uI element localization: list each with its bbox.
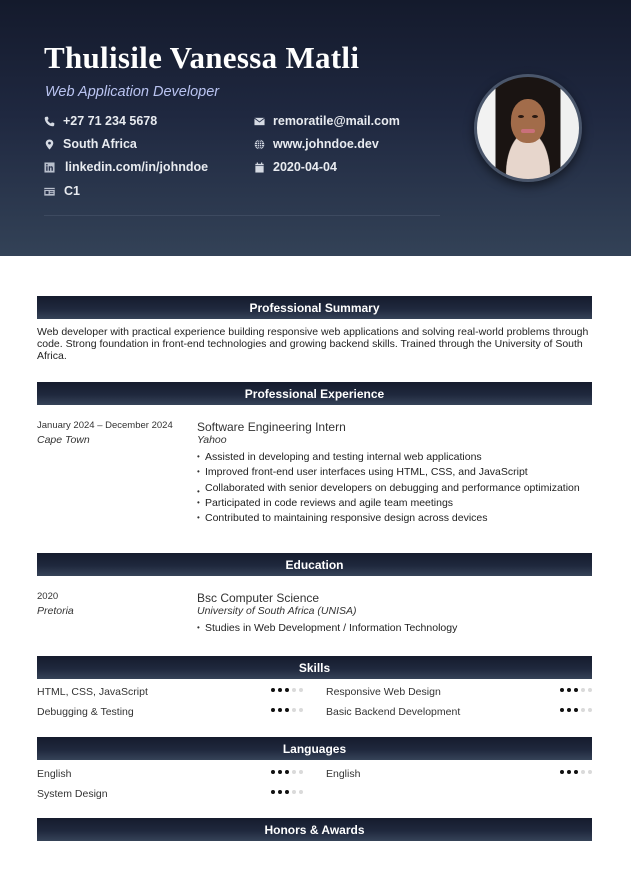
language-item (37, 787, 303, 803)
rating-dot-filled (574, 708, 578, 712)
rating-dot-empty (299, 770, 303, 774)
language-name: English (326, 768, 361, 780)
language-name: English (37, 768, 72, 780)
rating-dot-filled (560, 688, 564, 692)
rating-dot-empty (299, 688, 303, 692)
photo-eye-right (532, 115, 538, 118)
summary-text: Web developer with practical experience building responsive web applications and solving real-world problems through code. Strong foundation in front-end technologies and growing backend skills. Trained through the University of South Africa. (37, 326, 589, 362)
rating-dot-filled (567, 708, 571, 712)
education-location: Pretoria (37, 605, 74, 617)
rating-dot-filled (285, 790, 289, 794)
profile-photo (474, 74, 582, 182)
phone-icon (44, 116, 55, 127)
rating-dot-empty (588, 688, 592, 692)
rating-dot-empty (299, 708, 303, 712)
education-bullets (197, 622, 587, 634)
skill-name: Responsive Web Design (326, 686, 441, 698)
institution-name: University of South Africa (UNISA) (197, 605, 357, 617)
header-divider (44, 215, 440, 216)
rating-dot-filled (567, 770, 571, 774)
rating-dot-filled (278, 790, 282, 794)
photo-lips (521, 129, 535, 133)
rating-dot-filled (278, 708, 282, 712)
contact-linkedin[interactable]: linkedin.com/in/johndoe (44, 160, 208, 174)
rating-dot-empty (299, 790, 303, 794)
skill-name: HTML, CSS, JavaScript (37, 686, 148, 698)
rating-dot-filled (285, 708, 289, 712)
rating-dot-empty (581, 770, 585, 774)
section-header-skills: Skills (37, 656, 592, 679)
job-title: Software Engineering Intern (197, 420, 346, 434)
skill-item (37, 705, 303, 721)
rating-dot-filled (271, 688, 275, 692)
experience-dates: January 2024 – December 2024 (37, 420, 173, 431)
rating-dot-empty (292, 790, 296, 794)
skills-row (37, 705, 592, 721)
photo-eye-left (518, 115, 524, 118)
rating-dot-empty (588, 708, 592, 712)
experience-bullets (197, 451, 587, 524)
rating-dot-filled (285, 770, 289, 774)
rating-dot-filled (285, 688, 289, 692)
language-rating (560, 770, 592, 774)
globe-icon (254, 139, 265, 150)
rating-dot-filled (271, 790, 275, 794)
language-name: System Design (37, 788, 108, 800)
skill-rating (560, 708, 592, 712)
language-item (37, 767, 303, 783)
rating-dot-filled (271, 770, 275, 774)
rating-dot-filled (271, 708, 275, 712)
contact-phone[interactable]: +27 71 234 5678 (44, 114, 157, 128)
contact-location: South Africa (44, 137, 137, 151)
skill-item (37, 685, 303, 701)
experience-meta (37, 419, 173, 447)
contact-email[interactable]: remoratile@mail.com (254, 114, 400, 128)
contact-date: 2020-04-04 (254, 160, 337, 174)
section-header-languages: Languages (37, 737, 592, 760)
section-header-education: Education (37, 553, 592, 576)
experience-location: Cape Town (37, 434, 90, 446)
rating-dot-empty (588, 770, 592, 774)
section-header-summary: Professional Summary (37, 296, 592, 319)
id-card-icon (44, 186, 55, 197)
candidate-name: Thulisile Vanessa Matli (44, 40, 360, 75)
rating-dot-filled (574, 770, 578, 774)
rating-dot-filled (278, 688, 282, 692)
rating-dot-filled (574, 688, 578, 692)
languages-row (37, 767, 592, 783)
bullet-item: • Studies in Web Development / Information Technology (197, 622, 587, 634)
degree-title: Bsc Computer Science (197, 591, 320, 605)
bullet-item: • Collaborated with senior developers on debugging and performance optimization (197, 482, 587, 494)
candidate-role: Web Application Developer (45, 84, 220, 100)
rating-dot-filled (560, 708, 564, 712)
company-name: Yahoo (197, 434, 227, 446)
education-entry (197, 591, 587, 637)
skill-name: Basic Backend Development (326, 706, 461, 718)
language-item (326, 767, 592, 783)
experience-entry (197, 420, 587, 527)
resume-header (0, 0, 631, 256)
language-rating (271, 790, 303, 794)
rating-dot-filled (567, 688, 571, 692)
rating-dot-empty (292, 770, 296, 774)
bullet-item: • Participated in code reviews and agile team meetings (197, 497, 587, 509)
rating-dot-empty (581, 688, 585, 692)
bullet-item: • Contributed to maintaining responsive design across devices (197, 512, 587, 524)
skill-rating (560, 688, 592, 692)
skill-item (326, 685, 592, 701)
language-rating (271, 770, 303, 774)
location-icon (44, 139, 55, 150)
languages-row (37, 787, 592, 803)
rating-dot-empty (292, 688, 296, 692)
bullet-item: • Improved front-end user interfaces using HTML, CSS, and JavaScript (197, 466, 587, 478)
rating-dot-empty (292, 708, 296, 712)
rating-dot-empty (581, 708, 585, 712)
skill-item (326, 705, 592, 721)
skill-name: Debugging & Testing (37, 706, 134, 718)
contact-website[interactable]: www.johndoe.dev (254, 137, 379, 151)
photo-face (511, 99, 545, 143)
education-dates: 2020 (37, 591, 59, 602)
skill-rating (271, 688, 303, 692)
bullet-item: • Assisted in developing and testing internal web applications (197, 451, 587, 463)
linkedin-icon (44, 162, 55, 173)
section-header-awards: Honors & Awards (37, 818, 592, 841)
education-meta (37, 590, 74, 618)
calendar-icon (254, 162, 265, 173)
email-icon (254, 116, 265, 127)
skills-row (37, 685, 592, 701)
skill-rating (271, 708, 303, 712)
section-header-experience: Professional Experience (37, 382, 592, 405)
rating-dot-filled (560, 770, 564, 774)
rating-dot-filled (278, 770, 282, 774)
contact-license: C1 (44, 184, 80, 198)
